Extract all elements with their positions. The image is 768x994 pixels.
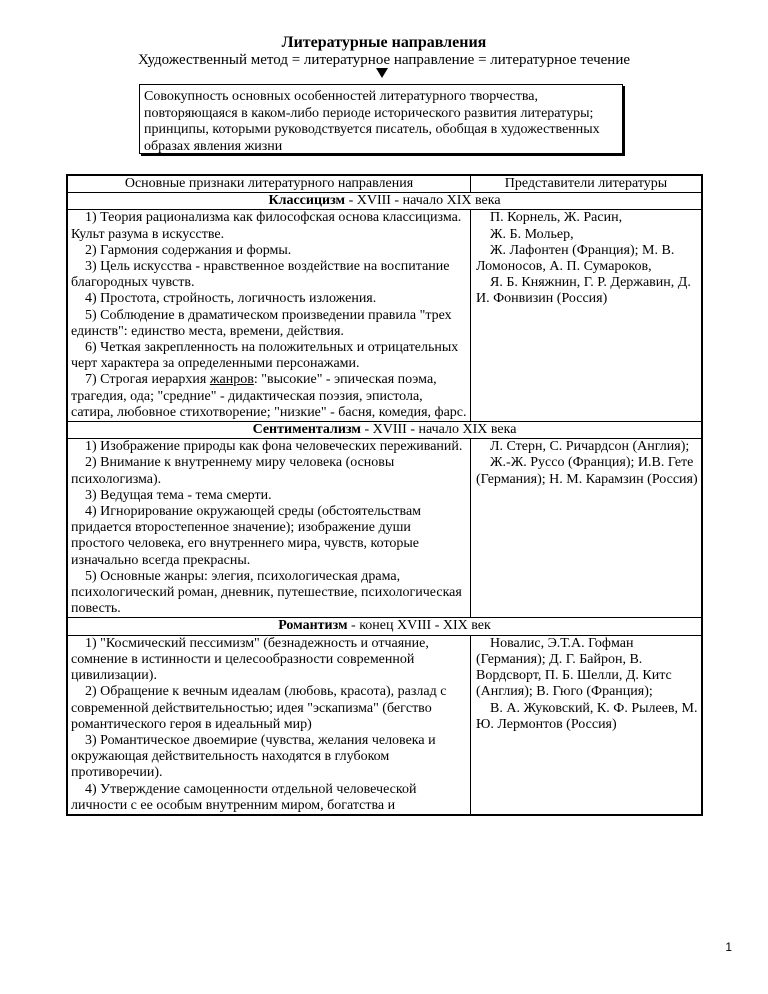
feature-item: 4) Игнорирование окружающей среды (обстоятельствам придается второстепенное значение); изображение души простого человека, его внутреннего мира, чувств, которые изначально всегда прекрасны. <box>71 504 422 568</box>
feature-item: 5) Соблюдение в драматическом произведении правила "трех единств": единство места, времени, действия. <box>71 307 452 339</box>
representative-item: Л. Стерн, С. Ричардсон (Англия); <box>490 439 690 455</box>
features-cell <box>67 635 471 815</box>
representative-item: Ж.-Ж. Руссо (Франция); И.В. Гете (Германия); Н. М. Карамзин (Россия) <box>476 455 698 487</box>
genres-link[interactable]: жанров <box>209 372 254 388</box>
table-row <box>67 635 702 815</box>
representatives-cell <box>471 439 703 618</box>
representative-item: В. А. Жуковский, К. Ф. Рылеев, М. Ю. Лермонтов (Россия) <box>476 700 698 732</box>
feature-item: 1) "Космический пессимизм" (безнадежность и отчаяние, сомнение в истинности и целесообразности современной цивилизации). <box>71 635 429 684</box>
feature-item: 1) Теория рационализма как философская основа классицизма. Культ разума в искусстве. <box>71 210 462 242</box>
representatives-cell <box>471 210 703 422</box>
section-header-row <box>67 422 702 439</box>
feature-item: 2) Гармония содержания и формы. <box>85 242 292 258</box>
section-header-row <box>67 618 702 635</box>
feature-item: 2) Обращение к вечным идеалам (любовь, красота), разлад с современной действительностью; идея "эскапизма" (бегство романтического героя в идеальный мир) <box>71 684 447 732</box>
representative-item: Ж. Лафонтен (Франция); М. В. Ломоносов, А. П. Сумароков, <box>476 242 675 275</box>
feature-item: 6) Четкая закрепленность на положительных и отрицательных черт характера за определенными персонажами. <box>71 340 459 372</box>
table-header-row <box>67 175 702 193</box>
feature-item: 7) Строгая иерархия жанров: "высокие" - эпическая поэма, трагедия, ода; "средние" - дидактическая поэзия, эпистола, сатира, любовное стихотворение; "низкие" - басня, комедия, фарс. <box>71 372 467 420</box>
feature-item: 4) Утверждение самоценности отдельной человеческой личности с ее особым внутренним миром, богатства и <box>71 781 417 813</box>
feature-item: 3) Ведущая тема - тема смерти. <box>85 487 272 503</box>
features-cell <box>67 439 471 618</box>
representative-item: Новалис, Э.Т.А. Гофман (Германия); Д. Г. Байрон, В. Вордсворт, П. Б. Шелли, Д. Китс (Англия); В. Гюго (Франция); <box>476 635 672 700</box>
table-row <box>67 439 702 618</box>
feature-item: 5) Основные жанры: элегия, психологическая драма, психологический роман, дневник, путешествие, психологическая повесть. <box>71 568 462 617</box>
definition-box: Совокупность основных особенностей литературного творчества, повторяющаяся в каком-либо периоде исторического развития литературы; принципы, которыми руководствуется писатель, обобщая в художественных образах явления жизни <box>139 84 623 154</box>
page-title: Литературные направления <box>281 34 487 51</box>
section-title: Романтизм - конец XVIII - XIX век <box>67 618 702 635</box>
feature-item: 1) Изображение природы как фона человеческих переживаний. <box>85 439 463 455</box>
representative-item: П. Корнель, Ж. Расин, <box>490 210 623 226</box>
feature-item: 4) Простота, стройность, логичность изложения. <box>85 291 377 307</box>
page-subtitle: Художественный метод = литературное направление = литературное течение <box>137 52 631 68</box>
section-title: Классицизм - XVIII - начало XIX века <box>67 193 702 210</box>
table-row <box>67 210 702 422</box>
representatives-cell <box>471 635 703 815</box>
page-number: 1 <box>725 940 732 954</box>
header-representatives: Представители литературы <box>471 175 703 193</box>
feature-item: 3) Цель искусства - нравственное воздействие на воспитание благородных чувств. <box>71 259 450 291</box>
representative-item: Ж. Б. Мольер, <box>490 226 574 242</box>
directions-table <box>66 174 703 816</box>
arrow-down-icon <box>376 68 388 78</box>
representative-item: Я. Б. Княжнин, Г. Р. Державин, Д. И. Фонвизин (Россия) <box>476 275 691 307</box>
section-title: Сентиментализм - XVIII - начало XIX века <box>67 422 702 439</box>
feature-item: 3) Романтическое двоемирие (чувства, желания человека и окружающая действительность находятся в глубоком противоречии). <box>71 732 436 781</box>
header-features: Основные признаки литературного направления <box>67 175 471 193</box>
section-header-row <box>67 193 702 210</box>
features-cell <box>67 210 471 422</box>
feature-item: 2) Внимание к внутреннему миру человека (основы психологизма). <box>71 455 395 487</box>
